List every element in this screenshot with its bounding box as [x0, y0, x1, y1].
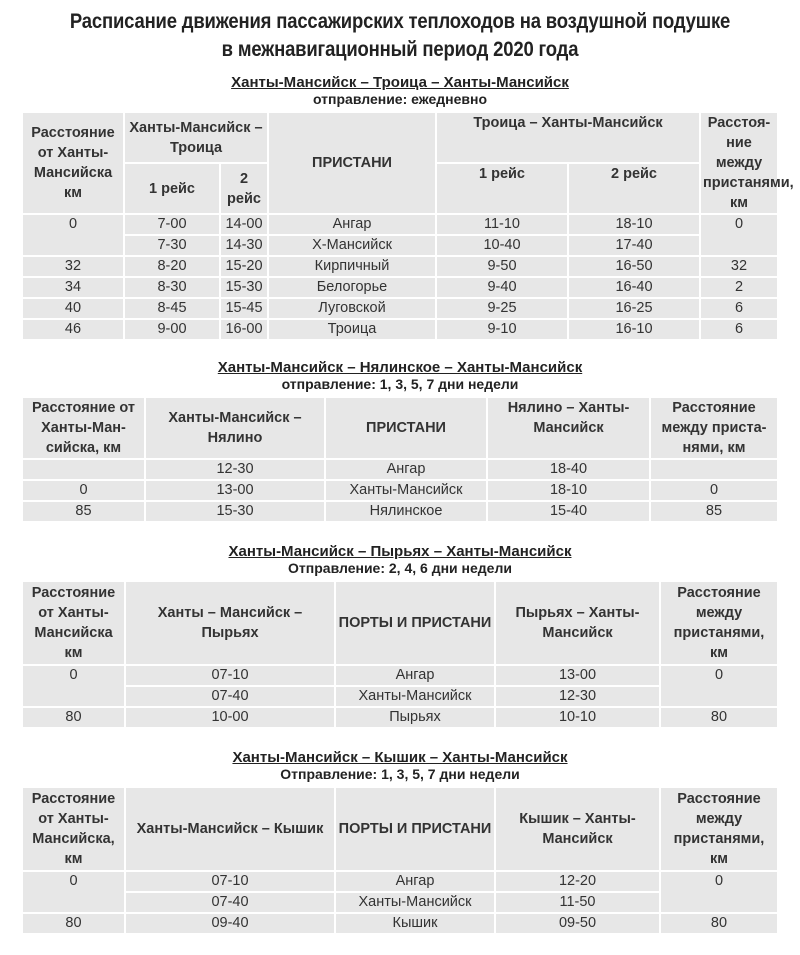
table-cell: 10-00: [125, 707, 335, 728]
table-cell: 0: [660, 665, 778, 707]
table-cell: Х-Мансийск: [268, 235, 436, 256]
table-cell: 18-10: [568, 214, 700, 235]
header-trip-2: 2 рейс: [220, 163, 268, 214]
table-cell: 32: [700, 256, 778, 277]
table-cell: 16-10: [568, 319, 700, 340]
table-cell: 18-40: [487, 459, 650, 480]
header-piers: ПОРТЫ И ПРИСТАНИ: [335, 787, 495, 871]
route-title: Ханты-Мансийск – Нялинское – Ханты-Мансийск: [217, 359, 583, 376]
table-cell: 13-00: [145, 480, 325, 501]
table-cell: [22, 459, 145, 480]
table-cell: 13-00: [495, 665, 660, 686]
table-cell: Ангар: [335, 871, 495, 892]
schedule-table: [21, 580, 779, 729]
header-back: Троица – Ханты-Мансийск: [436, 112, 700, 163]
header-distance-between: Расстояние между приста-нями, км: [650, 397, 778, 459]
header-back: Кышик – Ханты-Мансийск: [495, 787, 660, 871]
header-piers: ПРИСТАНИ: [325, 397, 487, 459]
table-cell: 9-00: [124, 319, 220, 340]
departure-info: Отправление: 2, 4, 6 дни недели: [288, 560, 512, 576]
table-cell: 07-40: [125, 686, 335, 707]
table-cell: 80: [660, 707, 778, 728]
table-cell: 7-00: [124, 214, 220, 235]
table-row: [22, 913, 778, 934]
table-cell: 6: [700, 319, 778, 340]
title-line: в межнавигационный период 2020 года: [221, 38, 579, 61]
title-line: Расписание движения пассажирских теплоходов на воздушной подушке: [69, 10, 731, 33]
header-piers: ПОРТЫ И ПРИСТАНИ: [335, 581, 495, 665]
table-cell: 18-10: [487, 480, 650, 501]
table-cell: 16-00: [220, 319, 268, 340]
table-cell: Ханты-Мансийск: [335, 686, 495, 707]
schedule-kyshik: [0, 749, 800, 935]
table-cell: 9-25: [436, 298, 568, 319]
table-cell: 14-00: [220, 214, 268, 235]
table-cell: 11-10: [436, 214, 568, 235]
table-cell: 80: [660, 913, 778, 934]
schedule-table: [21, 111, 794, 341]
table-cell: 16-40: [568, 277, 700, 298]
table-cell: 15-30: [145, 501, 325, 522]
table-cell: 15-30: [220, 277, 268, 298]
table-row: [22, 459, 778, 480]
table-cell: 0: [650, 480, 778, 501]
table-cell: 10-10: [495, 707, 660, 728]
table-cell: Белогорье: [268, 277, 436, 298]
table-cell: 12-30: [495, 686, 660, 707]
table-cell: 8-30: [124, 277, 220, 298]
table-row: [22, 501, 778, 522]
route-title: Ханты-Мансийск – Пырьях – Ханты-Мансийск: [228, 543, 572, 560]
table-cell: 2: [700, 277, 778, 298]
header-distance-from: Расстояние от Ханты-Мансийска, км: [22, 787, 125, 871]
table-cell: 8-45: [124, 298, 220, 319]
table-cell: 16-25: [568, 298, 700, 319]
table-cell: 85: [650, 501, 778, 522]
table-row: [22, 298, 778, 319]
table-row: [22, 480, 778, 501]
table-cell: 0: [700, 214, 778, 256]
table-cell: Ангар: [325, 459, 487, 480]
departure-info: отправление: 1, 3, 5, 7 дни недели: [281, 376, 519, 392]
table-cell: Луговской: [268, 298, 436, 319]
table-cell: Пырьях: [335, 707, 495, 728]
header-forward: Ханты – Мансийск – Пырьях: [125, 581, 335, 665]
route-title: Ханты-Мансийск – Троица – Ханты-Мансийск: [231, 74, 569, 91]
header-distance-between: Расстояние между пристанями, км: [660, 581, 778, 665]
table-cell: 80: [22, 707, 125, 728]
table-row: [22, 214, 778, 235]
table-cell: Ханты-Мансийск: [335, 892, 495, 913]
table-cell: 9-50: [436, 256, 568, 277]
table-cell: Троица: [268, 319, 436, 340]
header-piers: ПРИСТАНИ: [268, 112, 436, 214]
header-distance-from: Расстояние от Ханты-Ман-сийска, км: [22, 397, 145, 459]
table-cell: 32: [22, 256, 124, 277]
header-distance-between: Расстоя-ние между пристанями, км: [700, 112, 778, 214]
table-cell: Кышик: [335, 913, 495, 934]
table-cell: 0: [22, 871, 125, 913]
table-cell: 14-30: [220, 235, 268, 256]
table-cell: Кирпичный: [268, 256, 436, 277]
header-back: Пырьях – Ханты-Мансийск: [495, 581, 660, 665]
page-title: [48, 0, 752, 64]
table-cell: 0: [22, 480, 145, 501]
route-title: Ханты-Мансийск – Кышик – Ханты-Мансийск: [232, 749, 568, 766]
table-cell: 07-40: [125, 892, 335, 913]
schedule-nyalinskoe: [0, 359, 800, 523]
table-cell: 0: [22, 214, 124, 256]
schedule-pyryakh: [0, 543, 800, 729]
table-cell: 9-10: [436, 319, 568, 340]
table-cell: 8-20: [124, 256, 220, 277]
table-cell: 80: [22, 913, 125, 934]
table-cell: 11-50: [495, 892, 660, 913]
table-row: [22, 235, 778, 256]
schedule-table: [21, 396, 779, 523]
header-distance-between: Расстояние между пристанями, км: [660, 787, 778, 871]
header-forward: Ханты-Мансийск – Кышик: [125, 787, 335, 871]
header-trip-1: 1 рейс: [124, 163, 220, 214]
table-cell: 12-20: [495, 871, 660, 892]
table-cell: [650, 459, 778, 480]
table-cell: 07-10: [125, 665, 335, 686]
schedule-troitsa: [0, 74, 800, 341]
header-distance-from: Расстояние от Ханты-Мансийска км: [22, 581, 125, 665]
table-cell: 15-20: [220, 256, 268, 277]
table-cell: Нялинское: [325, 501, 487, 522]
table-row: [22, 277, 778, 298]
table-cell: 6: [700, 298, 778, 319]
table-cell: Ангар: [335, 665, 495, 686]
table-cell: Ханты-Мансийск: [325, 480, 487, 501]
header-trip-2: 2 рейс: [568, 163, 700, 214]
table-cell: 09-50: [495, 913, 660, 934]
table-cell: 46: [22, 319, 124, 340]
table-cell: Ангар: [268, 214, 436, 235]
table-cell: 34: [22, 277, 124, 298]
table-cell: 7-30: [124, 235, 220, 256]
header-forward: Ханты-Мансийск – Нялино: [145, 397, 325, 459]
departure-info: Отправление: 1, 3, 5, 7 дни недели: [280, 766, 520, 782]
table-cell: 0: [22, 665, 125, 707]
table-row: [22, 871, 778, 892]
header-forward: Ханты-Мансийск – Троица: [124, 112, 268, 163]
header-back: Нялино – Ханты-Мансийск: [487, 397, 650, 459]
table-cell: 12-30: [145, 459, 325, 480]
table-cell: 17-40: [568, 235, 700, 256]
table-cell: 07-10: [125, 871, 335, 892]
table-cell: 15-40: [487, 501, 650, 522]
table-cell: 40: [22, 298, 124, 319]
header-trip-1: 1 рейс: [436, 163, 568, 214]
schedule-table: [21, 786, 779, 935]
table-cell: 10-40: [436, 235, 568, 256]
table-row: [22, 256, 778, 277]
table-row: [22, 319, 778, 340]
table-cell: 85: [22, 501, 145, 522]
table-cell: 0: [660, 871, 778, 913]
header-distance-from: Расстояние от Ханты-Мансийска км: [22, 112, 124, 214]
table-row: [22, 707, 778, 728]
table-cell: 09-40: [125, 913, 335, 934]
departure-info: отправление: ежедневно: [312, 91, 488, 107]
table-cell: 15-45: [220, 298, 268, 319]
table-row: [22, 665, 778, 686]
table-cell: 16-50: [568, 256, 700, 277]
table-cell: 9-40: [436, 277, 568, 298]
